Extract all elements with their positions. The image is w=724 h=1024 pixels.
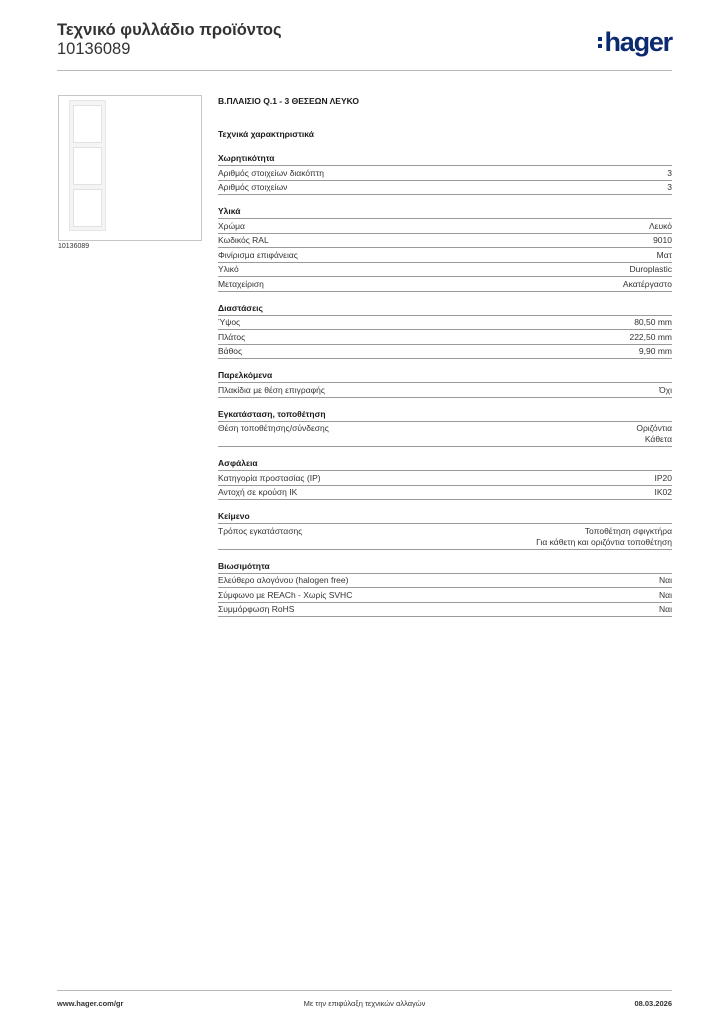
spec-group-title: Παρελκόμενα xyxy=(218,370,672,383)
spec-value: Όχι xyxy=(659,384,672,395)
spec-label: Αριθμός στοιχείων xyxy=(218,182,288,192)
spec-sheet xyxy=(218,96,672,628)
spec-group xyxy=(218,303,672,360)
spec-row xyxy=(218,248,672,263)
spec-label: Κωδικός RAL xyxy=(218,235,269,245)
spec-label: Σύμφωνο με REACh - Χωρίς SVHC xyxy=(218,589,353,600)
spec-row xyxy=(218,524,672,550)
frame-cell xyxy=(73,105,102,143)
page-header xyxy=(57,20,672,71)
spec-group-title: Υλικά xyxy=(218,206,672,219)
spec-row xyxy=(218,234,672,249)
spec-label: Πλάτος xyxy=(218,331,246,342)
spec-group-title: Εγκατάσταση, τοποθέτηση xyxy=(218,409,672,422)
spec-label: Βάθος xyxy=(218,346,243,356)
spec-label: Θέση τοποθέτησης/σύνδεσης xyxy=(218,423,329,433)
spec-row xyxy=(218,263,672,278)
spec-row xyxy=(218,471,672,486)
product-image xyxy=(58,95,202,241)
spec-label: Φινίρισμα επιφάνειας xyxy=(218,249,298,260)
page-footer xyxy=(57,990,672,1011)
spec-group xyxy=(218,561,672,618)
spec-group xyxy=(218,206,672,292)
frame-cell xyxy=(73,147,102,185)
spec-group-title: Διαστάσεις xyxy=(218,303,672,316)
spec-group xyxy=(218,409,672,448)
spec-value: Οριζόντια Κάθετα xyxy=(636,423,672,444)
spec-value: 3 xyxy=(667,167,672,178)
spec-value: Ναι xyxy=(659,575,672,585)
spec-label: Κατηγορία προστασίας (IP) xyxy=(218,472,321,483)
spec-row xyxy=(218,603,672,618)
section-heading: Τεχνικά χαρακτηριστικά xyxy=(218,129,314,139)
spec-group xyxy=(218,511,672,550)
spec-value: Ναι xyxy=(659,589,672,600)
spec-row xyxy=(218,277,672,292)
spec-row xyxy=(218,383,672,398)
spec-value: Λευκό xyxy=(649,220,672,231)
spec-value: 9,90 mm xyxy=(638,346,672,356)
spec-value: 80,50 mm xyxy=(634,317,672,327)
spec-label: Συμμόρφωση RoHS xyxy=(218,604,295,614)
frame-cell xyxy=(73,189,102,227)
footer-notice: Με την επιφύλαξη τεχνικών αλλαγών xyxy=(303,999,426,1008)
spec-value: Ναι xyxy=(659,604,672,614)
spec-value: Duroplastic xyxy=(629,264,672,274)
spec-group xyxy=(218,370,672,398)
spec-groups xyxy=(218,153,672,617)
spec-group-title: Κείμενο xyxy=(218,511,672,524)
spec-label: Ελεύθερο αλογόνου (halogen free) xyxy=(218,575,349,585)
spec-row xyxy=(218,316,672,331)
spec-value: Τοποθέτηση σφιγκτήρα Για κάθετη και οριζόντια τοποθέτηση xyxy=(536,525,672,547)
spec-group-title: Ασφάλεια xyxy=(218,458,672,471)
spec-group xyxy=(218,458,672,500)
spec-value: 9010 xyxy=(653,235,672,245)
spec-row xyxy=(218,166,672,181)
spec-label: Αριθμός στοιχείων διακόπτη xyxy=(218,167,324,178)
spec-row xyxy=(218,219,672,234)
spec-group xyxy=(218,153,672,195)
spec-row xyxy=(218,486,672,501)
spec-label: Υλικό xyxy=(218,264,239,274)
logo-text: hager xyxy=(604,26,672,57)
product-name: Β.ΠΛΑΙΣΙΟ Q.1 - 3 ΘΕΣΕΩΝ ΛΕΥΚΟ xyxy=(218,96,360,106)
spec-row xyxy=(218,330,672,345)
spec-value: 3 xyxy=(667,182,672,192)
spec-label: Πλακίδια με θέση επιγραφής xyxy=(218,384,325,395)
spec-group-title: Χωρητικότητα xyxy=(218,153,672,166)
spec-row xyxy=(218,574,672,589)
document-number: 10136089 xyxy=(57,40,131,58)
spec-row xyxy=(218,588,672,603)
spec-value: IK02 xyxy=(654,487,672,497)
spec-label: Μεταχείριση xyxy=(218,278,264,289)
spec-value: 222,50 mm xyxy=(629,331,672,342)
spec-value: Ακατέργαστο xyxy=(622,278,672,289)
hager-logo xyxy=(598,27,672,57)
footer-website: www.hager.com/gr xyxy=(57,999,124,1008)
spec-label: Ύψος xyxy=(218,317,241,327)
logo-dots-icon xyxy=(598,37,602,48)
spec-label: Αντοχή σε κρούση IK xyxy=(218,487,298,497)
spec-row xyxy=(218,345,672,360)
frame-3-gang-image xyxy=(69,100,106,231)
spec-row xyxy=(218,181,672,196)
spec-row xyxy=(218,422,672,448)
document-title: Τεχνικό φυλλάδιο προϊόντος xyxy=(57,21,282,39)
spec-group-title: Βιωσιμότητα xyxy=(218,561,672,574)
spec-label: Χρώμα xyxy=(218,220,245,231)
spec-value: IP20 xyxy=(654,472,672,483)
spec-value: Ματ xyxy=(656,249,672,260)
product-image-caption: 10136089 xyxy=(58,243,90,250)
footer-date: 08.03.2026 xyxy=(634,999,672,1008)
spec-label: Τρόπος εγκατάστασης xyxy=(218,525,303,536)
